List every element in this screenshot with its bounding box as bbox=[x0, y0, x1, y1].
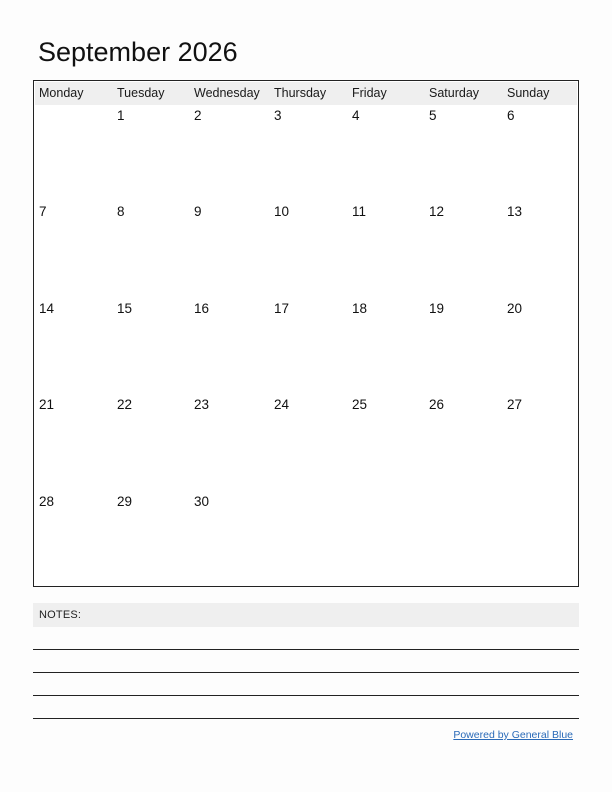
day-cell[interactable] bbox=[189, 105, 266, 201]
day-cell[interactable] bbox=[269, 298, 346, 394]
day-number: 1 bbox=[117, 108, 125, 123]
day-number: 25 bbox=[352, 397, 368, 412]
day-cell[interactable] bbox=[502, 394, 579, 490]
day-number: 20 bbox=[507, 301, 523, 316]
day-number: 9 bbox=[194, 204, 202, 219]
day-number: 3 bbox=[274, 108, 282, 123]
day-number: 26 bbox=[429, 397, 445, 412]
day-cell[interactable] bbox=[34, 201, 111, 297]
weekday-label: Monday bbox=[39, 86, 84, 100]
notes-line[interactable] bbox=[33, 649, 579, 650]
day-number: 8 bbox=[117, 204, 125, 219]
empty-day-cell bbox=[34, 105, 111, 201]
day-cell[interactable] bbox=[189, 201, 266, 297]
day-cell[interactable] bbox=[424, 201, 501, 297]
weekday-label: Friday bbox=[352, 86, 387, 100]
weekday-label: Saturday bbox=[429, 86, 480, 100]
day-number: 14 bbox=[39, 301, 55, 316]
day-cell[interactable] bbox=[347, 394, 424, 490]
day-number: 4 bbox=[352, 108, 360, 123]
day-number: 19 bbox=[429, 301, 445, 316]
day-cell[interactable] bbox=[269, 394, 346, 490]
weekday-label: Sunday bbox=[507, 86, 550, 100]
day-number: 15 bbox=[117, 301, 133, 316]
empty-day-cell bbox=[502, 491, 579, 587]
day-cell[interactable] bbox=[269, 105, 346, 201]
weekday-label: Wednesday bbox=[194, 86, 260, 100]
day-number: 22 bbox=[117, 397, 133, 412]
empty-day-cell bbox=[424, 491, 501, 587]
day-number: 18 bbox=[352, 301, 368, 316]
day-cell[interactable] bbox=[112, 201, 189, 297]
powered-by-link[interactable]: Powered by General Blue bbox=[453, 729, 573, 741]
day-number: 6 bbox=[507, 108, 515, 123]
notes-line[interactable] bbox=[33, 672, 579, 673]
weekday-label: Tuesday bbox=[117, 86, 165, 100]
empty-day-cell bbox=[347, 491, 424, 587]
day-number: 16 bbox=[194, 301, 210, 316]
notes-line[interactable] bbox=[33, 695, 579, 696]
day-cell[interactable] bbox=[34, 394, 111, 490]
weekday-label: Thursday bbox=[274, 86, 327, 100]
day-cell[interactable] bbox=[112, 105, 189, 201]
day-cell[interactable] bbox=[347, 201, 424, 297]
day-cell[interactable] bbox=[189, 298, 266, 394]
calendar-grid bbox=[33, 80, 579, 587]
day-cell[interactable] bbox=[34, 298, 111, 394]
day-cell[interactable] bbox=[502, 298, 579, 394]
day-cell[interactable] bbox=[112, 491, 189, 587]
day-number: 29 bbox=[117, 494, 133, 509]
day-cell[interactable] bbox=[424, 105, 501, 201]
notes-label: NOTES: bbox=[39, 609, 82, 621]
day-cell[interactable] bbox=[112, 298, 189, 394]
page-title: September 2026 bbox=[38, 37, 238, 67]
day-cell[interactable] bbox=[424, 394, 501, 490]
day-cell[interactable] bbox=[269, 201, 346, 297]
day-number: 21 bbox=[39, 397, 55, 412]
day-cell[interactable] bbox=[347, 298, 424, 394]
day-number: 2 bbox=[194, 108, 202, 123]
day-number: 10 bbox=[274, 204, 290, 219]
day-number: 28 bbox=[39, 494, 55, 509]
day-number: 7 bbox=[39, 204, 47, 219]
day-cell[interactable] bbox=[502, 105, 579, 201]
weekday-header bbox=[35, 82, 577, 105]
day-number: 5 bbox=[429, 108, 437, 123]
day-number: 11 bbox=[352, 204, 367, 219]
notes-header bbox=[33, 603, 579, 627]
day-number: 17 bbox=[274, 301, 290, 316]
day-number: 23 bbox=[194, 397, 210, 412]
day-cell[interactable] bbox=[34, 491, 111, 587]
day-number: 30 bbox=[194, 494, 210, 509]
day-cell[interactable] bbox=[189, 394, 266, 490]
day-cell[interactable] bbox=[112, 394, 189, 490]
day-cell[interactable] bbox=[424, 298, 501, 394]
day-number: 24 bbox=[274, 397, 290, 412]
day-cell[interactable] bbox=[502, 201, 579, 297]
day-number: 27 bbox=[507, 397, 523, 412]
empty-day-cell bbox=[269, 491, 346, 587]
notes-line[interactable] bbox=[33, 718, 579, 719]
day-cell[interactable] bbox=[189, 491, 266, 587]
day-number: 13 bbox=[507, 204, 523, 219]
day-cell[interactable] bbox=[347, 105, 424, 201]
day-number: 12 bbox=[429, 204, 445, 219]
